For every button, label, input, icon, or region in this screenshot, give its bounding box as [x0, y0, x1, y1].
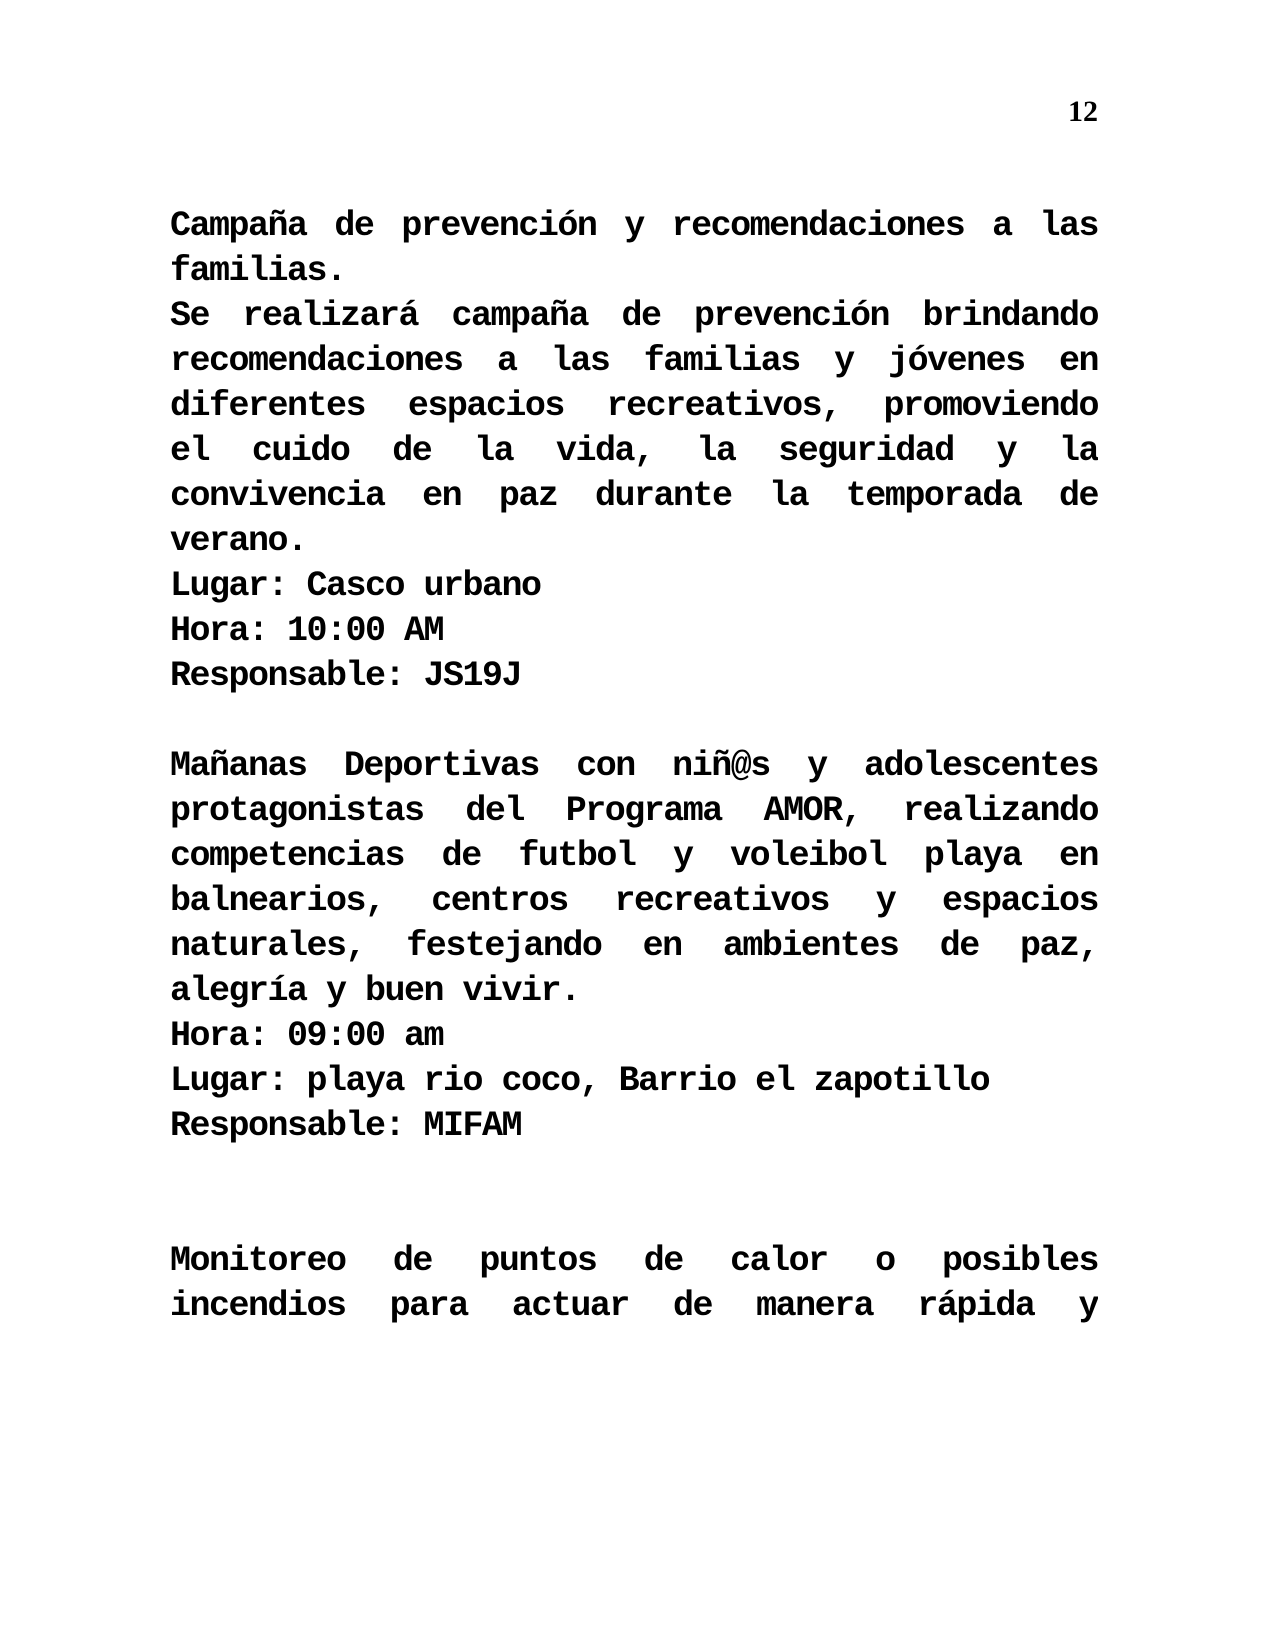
campaign-description-paragraph-line-1: recomendaciones a las familias y jóvenes en	[170, 341, 1098, 381]
campaign-description-paragraph-line-0: Se realizará campaña de prevención brindando	[170, 296, 1098, 336]
monitoring-paragraph-line-1: incendios para actuar de manera rápida y	[170, 1286, 1098, 1326]
blank-line	[170, 699, 1098, 744]
sports-mornings-paragraph-line-5: alegría y buen vivir.	[170, 971, 580, 1011]
campaign-description-paragraph-line-3: el cuido de la vida, la seguridad y la	[170, 431, 1098, 471]
blank-line	[170, 1149, 1098, 1194]
monitoring-paragraph-line-0: Monitoreo de puntos de calor o posibles	[170, 1241, 1098, 1281]
campaign-responsible-line-line-0: Responsable: JS19J	[170, 656, 522, 696]
sports-mornings-paragraph-line-0: Mañanas Deportivas con niñ@s y adolescentes	[170, 746, 1098, 786]
sports-mornings-paragraph-line-3: balnearios, centros recreativos y espacios	[170, 881, 1098, 921]
page-number: 12	[1068, 95, 1098, 128]
document-body	[170, 204, 1098, 1329]
blank-line	[170, 1194, 1098, 1239]
campaign-description-paragraph-line-5: verano.	[170, 521, 307, 561]
campaign-time-line-line-0: Hora: 10:00 AM	[170, 611, 444, 651]
sports-place-line-line-0: Lugar: playa rio coco, Barrio el zapotillo	[170, 1061, 990, 1101]
sports-responsible-line-line-0: Responsable: MIFAM	[170, 1106, 522, 1146]
campaign-place-line-line-0: Lugar: Casco urbano	[170, 566, 541, 606]
campaign-description-paragraph-line-2: diferentes espacios recreativos, promoviendo	[170, 386, 1098, 426]
sports-time-line-line-0: Hora: 09:00 am	[170, 1016, 444, 1056]
campaign-description-paragraph-line-4: convivencia en paz durante la temporada de	[170, 476, 1098, 516]
sports-mornings-paragraph-line-4: naturales, festejando en ambientes de paz,	[170, 926, 1098, 966]
page-header	[170, 97, 1098, 127]
sports-mornings-paragraph-line-2: competencias de futbol y voleibol playa en	[170, 836, 1098, 876]
sports-mornings-paragraph-line-1: protagonistas del Programa AMOR, realizando	[170, 791, 1098, 831]
campaign-title-paragraph-line-1: familias.	[170, 251, 346, 291]
campaign-title-paragraph-line-0: Campaña de prevención y recomendaciones a las	[170, 206, 1098, 246]
